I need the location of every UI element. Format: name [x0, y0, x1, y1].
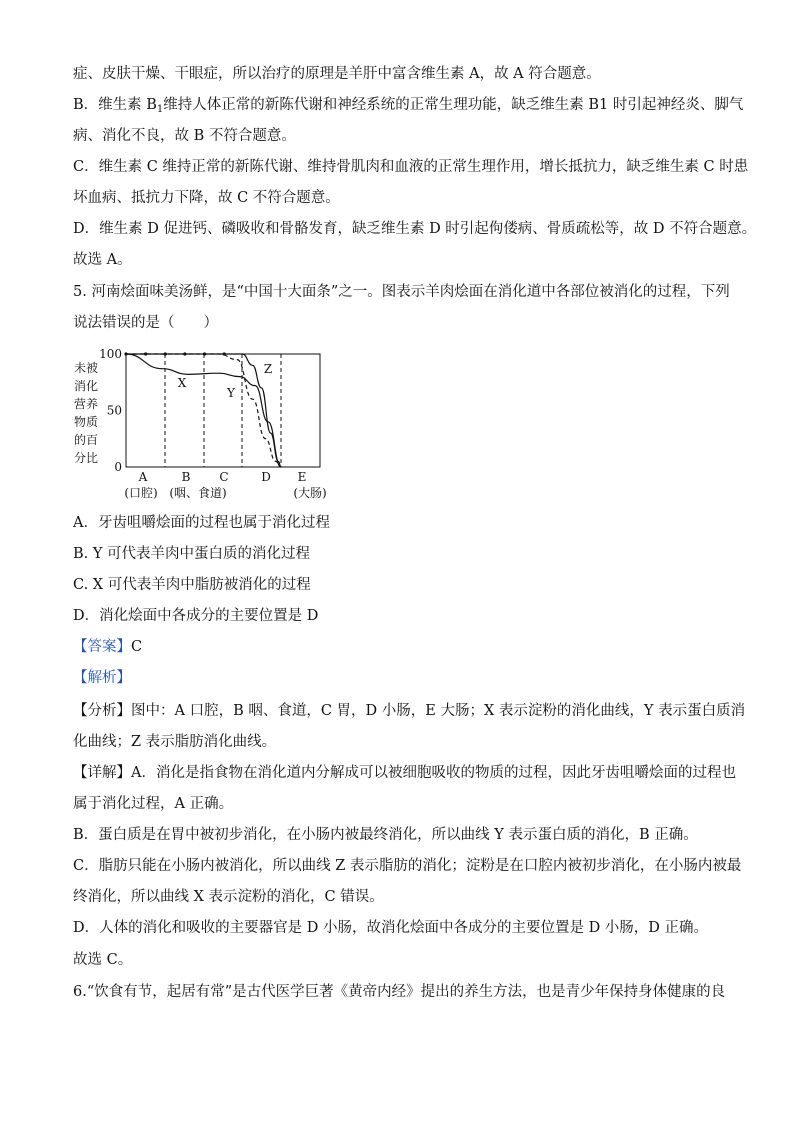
y-axis-label: 消化: [73, 379, 99, 393]
question-5-stem: 5. 河南烩面味美汤鲜，是“中国十大面条”之一。图表示羊肉烩面在消化道中各部位被消化的过程，下列: [73, 284, 730, 300]
question-6-stem: 6.“饮食有节，起居有常”是古代医学巨著《黄帝内经》提出的养生方法，也是青少年保持身体健康的良: [73, 984, 726, 1000]
answer-line: [73, 637, 723, 657]
analysis-line: B．蛋白质是在胃中被初步消化，在小肠内被最终消化，所以曲线 Y 表示蛋白质的消化，B 正确。: [73, 827, 698, 843]
y-axis-label: 未被: [73, 361, 99, 375]
x-tick-label: D: [261, 470, 271, 484]
y-tick-label: 100: [99, 347, 122, 361]
text-line: D．维生素 D 促进钙、磷吸收和骨骼发育，缺乏维生素 D 时引起佝偻病、骨质疏松等，故 D 不符合题意。: [73, 221, 757, 237]
text-line: [73, 95, 744, 120]
chart-svg: [72, 344, 342, 504]
y-axis-label: 的百: [73, 433, 99, 447]
text-line: 坏血病、抵抗力下降，故 C 不符合题意。: [73, 190, 340, 206]
plot-frame: [126, 354, 320, 467]
x-tick-note: (大肠): [293, 486, 327, 500]
analysis-line: 【详解】A．消化是指食物在消化道内分解成可以被细胞吸收的物质的过程，因此牙齿咀嚼烩面的过程也: [73, 765, 736, 781]
option-b: B. Y 可代表羊肉中蛋白质的消化过程: [73, 546, 311, 562]
question-5-stem: 说法错误的是（ ）: [73, 315, 218, 331]
x-tick-label: B: [181, 470, 191, 484]
answer-label: 【答案】: [73, 639, 131, 655]
option-a: A．牙齿咀嚼烩面的过程也属于消化过程: [73, 515, 330, 531]
curve-z-dot: [144, 352, 147, 355]
curve-z-dot: [183, 352, 186, 355]
y-tick-label: 50: [106, 403, 122, 418]
y-axis-label: 营养: [73, 397, 99, 411]
x-tick-label: A: [138, 470, 148, 484]
subscript: 1: [156, 104, 164, 115]
digestion-chart: [72, 344, 342, 504]
series-label-y: Y: [227, 386, 235, 400]
curve-z-dot: [124, 352, 127, 355]
analysis-line: 化曲线；Z 表示脂肪消化曲线。: [73, 734, 277, 750]
text-line: 症、皮肤干燥、干眼症，所以治疗的原理是羊肝中富含维生素 A，故 A 符合题意。: [73, 66, 601, 82]
analysis-line: 故选 C。: [73, 952, 133, 968]
curve-z-dot: [223, 352, 226, 355]
y-tick-label: 0: [114, 460, 122, 474]
analysis-line: D．人体的消化和吸收的主要器官是 D 小肠，故消化烩面中各成分的主要位置是 D 小肠，D 正确。: [73, 920, 709, 936]
text-line: 故选 A。: [73, 252, 132, 268]
analysis-label: 【解析】: [73, 670, 131, 686]
text-line: C．维生素 C 维持正常的新陈代谢、维持骨肌肉和血液的正常生理作用，增长抵抗力，缺乏维生素 C 时患: [73, 159, 749, 175]
curve-z-dot: [164, 352, 167, 355]
analysis-line: 【分析】图中：A 口腔，B 咽、食道，C 胃，D 小肠，E 大肠；X 表示淀粉的消化曲线，Y 表示蛋白质消: [73, 703, 746, 719]
series-label-z: Z: [263, 362, 273, 376]
series-label-x: X: [177, 376, 187, 390]
x-tick-note: (口腔): [124, 486, 158, 500]
option-d: D．消化烩面中各成分的主要位置是 D: [73, 608, 319, 624]
x-tick-label: E: [297, 470, 307, 484]
text-line: 病、消化不良，故 B 不符合题意。: [73, 128, 296, 144]
curve-z-dot: [203, 352, 206, 355]
x-tick-note: (咽、食道): [169, 486, 227, 500]
option-c: C. X 可代表羊肉中脂肪被消化的过程: [73, 577, 311, 593]
text-fragment: 维持人体正常的新陈代谢和神经系统的正常生理功能，缺乏维生素 B1 时引起神经炎、脚气: [163, 97, 744, 113]
text-fragment: B．维生素 B: [73, 97, 157, 113]
analysis-line: 终消化，所以曲线 X 表示淀粉的消化，C 错误。: [73, 889, 384, 905]
y-axis-label: 分比: [73, 451, 99, 465]
x-tick-label: C: [219, 470, 229, 484]
answer-value: C: [131, 639, 143, 655]
analysis-line: C．脂肪只能在小肠内被消化，所以曲线 Z 表示脂肪的消化；淀粉是在口腔内被初步消化，在小肠内被最: [73, 858, 742, 874]
y-axis-label: 物质: [73, 415, 99, 429]
analysis-line: 属于消化过程，A 正确。: [73, 796, 234, 812]
